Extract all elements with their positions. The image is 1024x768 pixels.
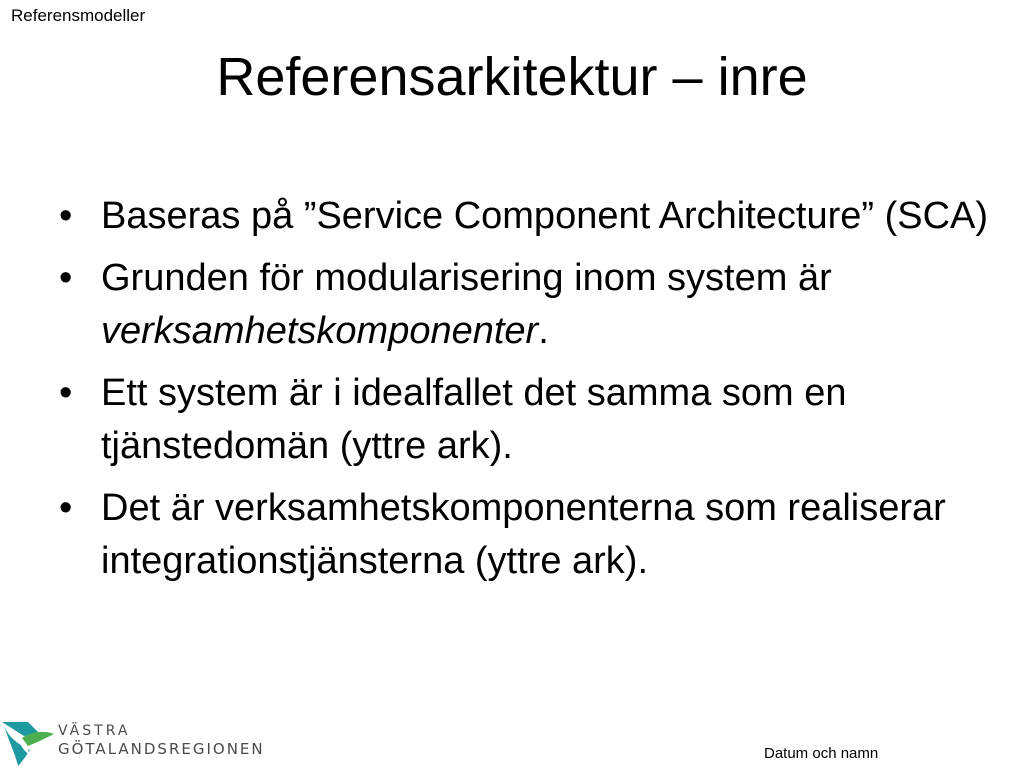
bullet-list <box>59 190 999 597</box>
vgr-leaf-logo-icon <box>0 716 56 768</box>
section-label: Referensmodeller <box>11 6 146 25</box>
logo-line-1: VÄSTRA <box>58 723 131 739</box>
bullet-dot: • <box>59 487 73 529</box>
bullet-text: Grunden för modularisering inom system är <box>101 257 832 299</box>
slide-title: Referensarkitektur – inre <box>216 47 808 107</box>
bullet-dot: • <box>59 195 73 237</box>
bullet-item-2 <box>59 252 999 358</box>
bullet-dot: • <box>59 257 73 299</box>
footer-date-name: Datum och namn <box>764 745 879 762</box>
bullet-item-1 <box>59 190 999 243</box>
bullet-text: Det är verksamhetskomponenterna som realiserar integrationstjänsterna (yttre ark). <box>101 487 946 582</box>
bullet-text: Baseras på ”Service Component Architecture” (SCA) <box>101 195 989 237</box>
organization-logo <box>0 712 265 768</box>
bullet-item-4 <box>59 482 999 588</box>
bullet-item-3 <box>59 367 999 473</box>
logo-line-2: GÖTALANDSREGIONEN <box>58 740 265 758</box>
bullet-text-end: . <box>538 310 549 352</box>
bullet-emphasis: verksamhetskomponenter <box>101 310 539 352</box>
bullet-text: Ett system är i idealfallet det samma som en tjänstedomän (yttre ark). <box>101 372 847 467</box>
bullet-dot: • <box>59 372 73 414</box>
logo-wordmark <box>58 722 265 758</box>
